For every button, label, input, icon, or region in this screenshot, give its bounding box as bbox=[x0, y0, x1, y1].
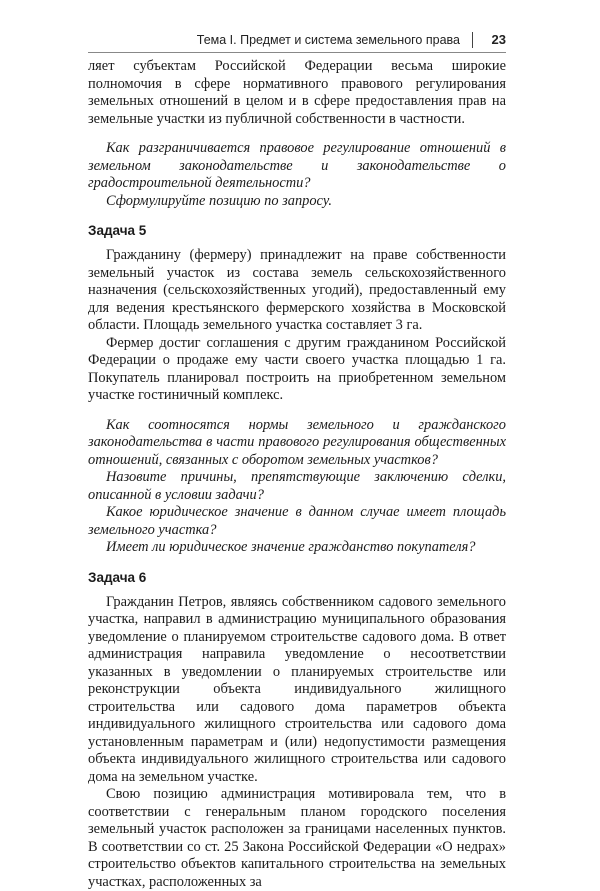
page-number: 23 bbox=[491, 32, 506, 47]
question: Сформулируйте позицию по запросу. bbox=[106, 192, 332, 209]
task-5-heading: Задача 5 bbox=[88, 223, 147, 238]
question: Имеет ли юридическое значение гражданство покупателя? bbox=[106, 539, 476, 555]
question: Как соотносятся нормы земельного и гражданского законодательства в части правового регулирования общественных отношений, связанных с оборотом земельных участков? bbox=[88, 416, 506, 468]
question: Как разграничивается правовое регулирование отношений в земельном законодательстве и законодательстве о градостроительной деятельности? bbox=[88, 140, 506, 191]
task-6-paragraph: Свою позицию администрация мотивировала тем, что в соответствии с генеральным планом городского поселения земельный участок расположен за границами населенных пунктов. В соответствии со ст. 25 Закона Российской Федерации «О недрах» строительство объектов капитального строительства на земельных участках, расположенных за bbox=[88, 786, 506, 890]
task-5-paragraph: Гражданину (фермеру) принадлежит на праве собственности земельный участок из состава земель сельскохозяйственного назначения (сельскохозяйственных угодий), предоставленный ему для ведения крестьянского фермерского хозяйства в Московской области. Площадь земельного участка составляет 3 га. bbox=[88, 247, 506, 333]
question: Назовите причины, препятствующие заключению сделки, описанной в условии задачи? bbox=[88, 469, 506, 503]
chapter-title: Тема I. Предмет и система земельного права bbox=[196, 33, 460, 47]
header-separator bbox=[472, 32, 473, 48]
task-5-paragraph: Фермер достиг соглашения с другим гражданином Российской Федерации о продаже ему части своего участка площадью 1 га. Покупатель планировал построить на приобретенном земельном участке гостиничный комплекс. bbox=[88, 334, 506, 403]
page-body bbox=[88, 58, 506, 891]
task-6-heading: Задача 6 bbox=[88, 569, 147, 585]
running-header bbox=[88, 30, 506, 54]
question: Какое юридическое значение в данном случае имеет площадь земельного участка? bbox=[88, 504, 506, 538]
header-rule bbox=[88, 52, 506, 53]
continued-paragraph: ляет субъектам Российской Федерации весьма широкие полномочия в сфере нормативного правового регулирования земельных отношений в целом и в сфере предоставления прав на земельные участки из публичной собственности в частности. bbox=[88, 58, 506, 127]
task-6-paragraph: Гражданин Петров, являясь собственником садового земельного участка, направил в администрацию муниципального образования уведомление о планируемом строительстве садового дома. В ответ администрация направила уведомление о несоответствии указанных в уведомлении о планируемых строительстве или реконструкции объекта индивидуального жилищного строительства или садового дома параметров объекта индивидуального жилищного строительства или садового дома установленным параметрам и (или) недопустимости размещения объекта индивидуального жилищного строительства или садового дома на земельном участке. bbox=[88, 593, 506, 785]
